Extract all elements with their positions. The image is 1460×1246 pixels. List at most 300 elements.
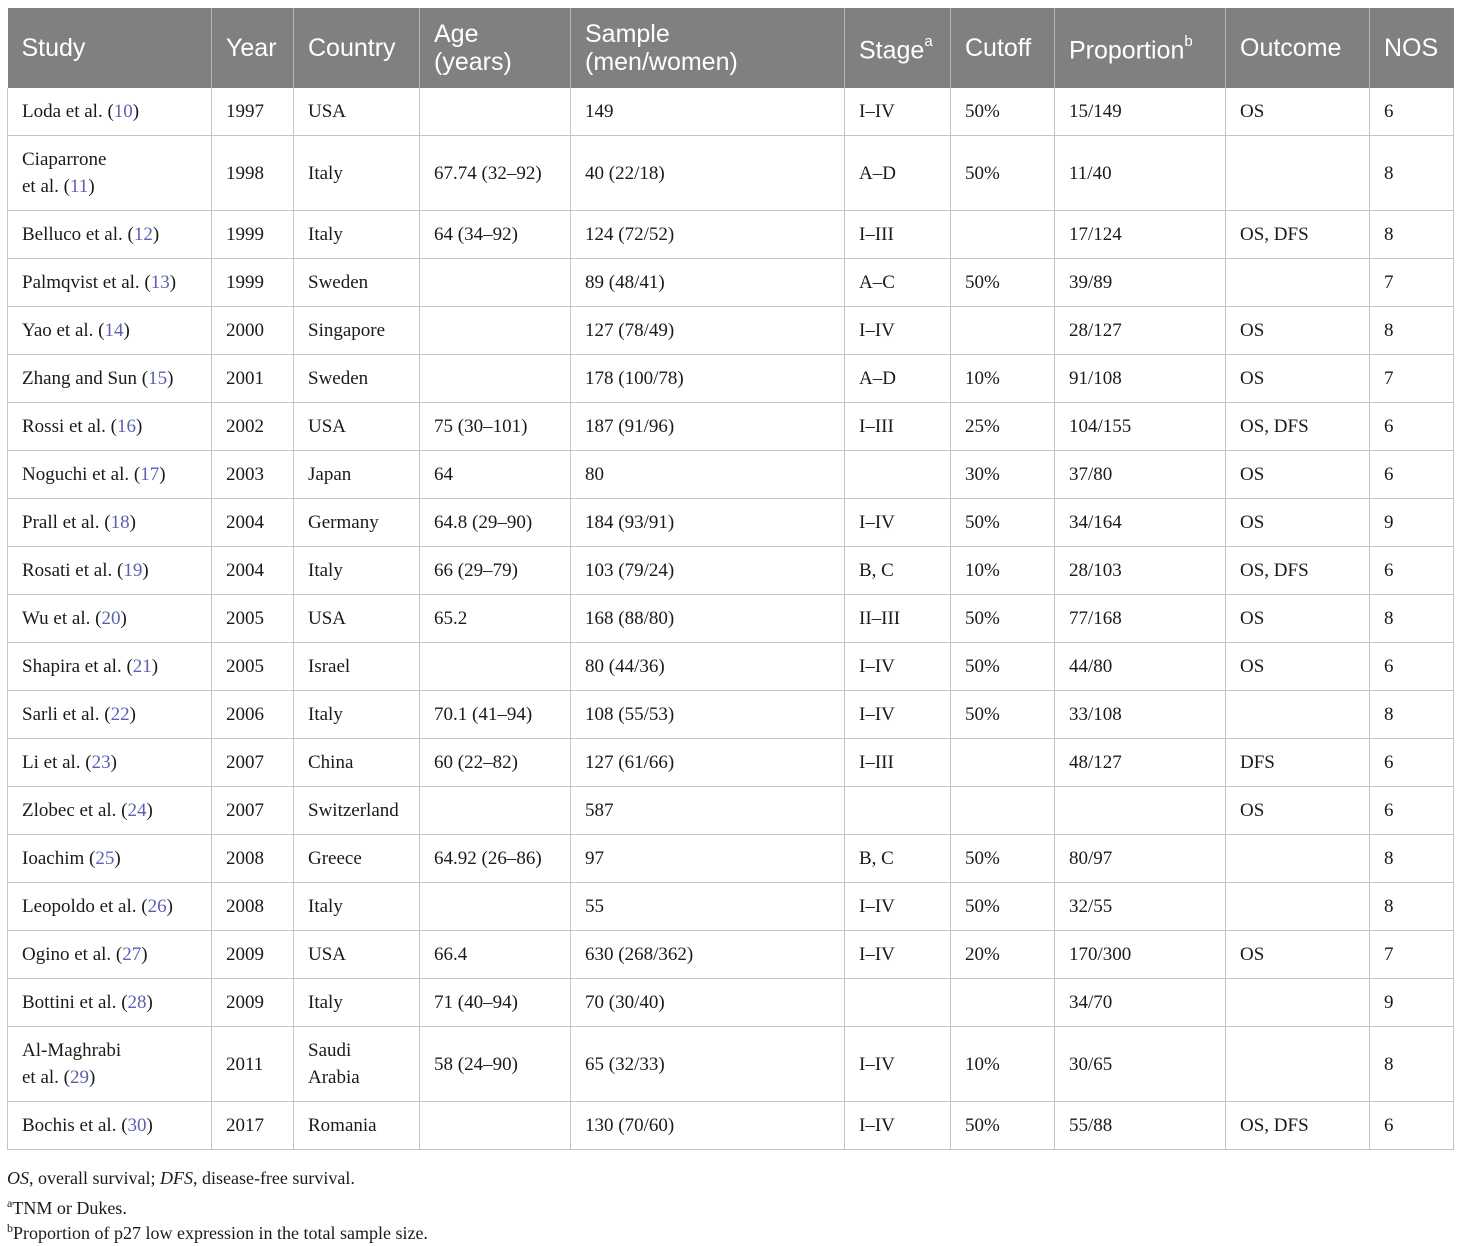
cell-outcome xyxy=(1226,835,1370,883)
cell-proportion: 28/127 xyxy=(1055,307,1226,355)
study-name-line1: Al-Maghrabi xyxy=(22,1040,122,1061)
cell-outcome: OS xyxy=(1226,499,1370,547)
cell-country: USA xyxy=(294,88,420,136)
cell-country: Italy xyxy=(294,691,420,739)
cell-year: 2004 xyxy=(212,547,294,595)
cell-age: 58 (24–90) xyxy=(420,1027,571,1102)
cell-year: 2017 xyxy=(212,1102,294,1150)
reference-number: 25 xyxy=(95,848,115,869)
cell-country: Italy xyxy=(294,136,420,211)
reference-number: 17 xyxy=(140,464,160,485)
cell-year: 2005 xyxy=(212,595,294,643)
cell-country: USA xyxy=(294,403,420,451)
footnote-os-abbr: OS xyxy=(7,1168,29,1188)
cell-cutoff: 25% xyxy=(951,403,1055,451)
study-name-line2: et al. ( xyxy=(22,176,71,197)
cell-study xyxy=(8,931,212,979)
cell-age xyxy=(420,787,571,835)
table-row xyxy=(8,931,1454,979)
table-row xyxy=(8,787,1454,835)
study-name-line1: Ciaparrone xyxy=(22,149,107,170)
cell-cutoff: 50% xyxy=(951,136,1055,211)
cell-age: 70.1 (41–94) xyxy=(420,691,571,739)
cell-year: 2008 xyxy=(212,883,294,931)
reference-close: ) xyxy=(114,848,121,869)
cell-sample: 130 (70/60) xyxy=(571,1102,845,1150)
cell-outcome: OS, DFS xyxy=(1226,547,1370,595)
cell-country: Italy xyxy=(294,883,420,931)
cell-nos: 8 xyxy=(1370,1027,1454,1102)
reference-number: 12 xyxy=(133,224,153,245)
table-row xyxy=(8,547,1454,595)
cell-proportion: 80/97 xyxy=(1055,835,1226,883)
cell-proportion: 37/80 xyxy=(1055,451,1226,499)
table-row xyxy=(8,883,1454,931)
cell-age: 64.8 (29–90) xyxy=(420,499,571,547)
reference-close: ) xyxy=(146,992,153,1013)
cell-stage: I–IV xyxy=(845,1102,951,1150)
cell-year: 2004 xyxy=(212,499,294,547)
table-row xyxy=(8,835,1454,883)
cell-year: 2009 xyxy=(212,931,294,979)
reference-close: ) xyxy=(132,101,140,122)
cell-stage: I–IV xyxy=(845,691,951,739)
cell-age: 67.74 (32–92) xyxy=(420,136,571,211)
study-name: Ioachim ( xyxy=(22,848,96,869)
reference-close: ) xyxy=(88,176,95,197)
cell-nos: 8 xyxy=(1370,595,1454,643)
cell-outcome: OS xyxy=(1226,355,1370,403)
cell-sample: 70 (30/40) xyxy=(571,979,845,1027)
cell-sample: 149 xyxy=(571,88,845,136)
reference-number: 11 xyxy=(70,176,89,197)
reference-close: ) xyxy=(110,752,117,773)
cell-sample: 108 (55/53) xyxy=(571,691,845,739)
cell-nos: 8 xyxy=(1370,883,1454,931)
cell-year: 1999 xyxy=(212,211,294,259)
cell-proportion: 34/164 xyxy=(1055,499,1226,547)
table-row xyxy=(8,451,1454,499)
cell-country: Israel xyxy=(294,643,420,691)
cell-year: 2000 xyxy=(212,307,294,355)
studies-table xyxy=(7,8,1454,1150)
cell-sample: 178 (100/78) xyxy=(571,355,845,403)
study-name-line2: et al. ( xyxy=(22,1067,71,1088)
reference-number: 14 xyxy=(104,320,124,341)
cell-study xyxy=(8,259,212,307)
reference-number: 26 xyxy=(147,896,167,917)
study-name: Bochis et al. ( xyxy=(22,1115,128,1136)
reference-close: ) xyxy=(89,1067,96,1088)
table-row xyxy=(8,979,1454,1027)
cell-age xyxy=(420,643,571,691)
cell-study xyxy=(8,499,212,547)
reference-close: ) xyxy=(120,608,127,629)
reference-number: 30 xyxy=(127,1115,147,1136)
cell-study xyxy=(8,739,212,787)
cell-nos: 8 xyxy=(1370,307,1454,355)
cell-sample: 80 xyxy=(571,451,845,499)
reference-number: 15 xyxy=(148,368,168,389)
table-row xyxy=(8,1102,1454,1150)
cell-proportion: 11/40 xyxy=(1055,136,1226,211)
cell-sample: 89 (48/41) xyxy=(571,259,845,307)
cell-age xyxy=(420,355,571,403)
cell-cutoff: 10% xyxy=(951,1027,1055,1102)
cell-nos: 7 xyxy=(1370,355,1454,403)
footnote-abbreviations xyxy=(7,1166,428,1191)
study-name: Zhang and Sun ( xyxy=(22,368,149,389)
cell-sample: 587 xyxy=(571,787,845,835)
study-name: Rosati et al. ( xyxy=(22,560,124,581)
cell-stage: I–IV xyxy=(845,883,951,931)
header-sample-line1: Sample xyxy=(585,20,670,48)
cell-proportion: 32/55 xyxy=(1055,883,1226,931)
footnote-a-text: TNM or Dukes. xyxy=(12,1198,127,1218)
study-name: Rossi et al. ( xyxy=(22,416,117,437)
cell-cutoff: 50% xyxy=(951,595,1055,643)
cell-stage: I–III xyxy=(845,211,951,259)
table-row xyxy=(8,643,1454,691)
study-name: Prall et al. ( xyxy=(22,512,111,533)
table-row xyxy=(8,1027,1454,1102)
cell-study xyxy=(8,595,212,643)
header-age-line1: Age xyxy=(434,20,479,48)
reference-number: 13 xyxy=(150,272,170,293)
table-footnotes xyxy=(7,1166,428,1241)
reference-number: 29 xyxy=(70,1067,90,1088)
cell-nos: 8 xyxy=(1370,835,1454,883)
cell-country: USA xyxy=(294,931,420,979)
table-header-row xyxy=(8,8,1454,88)
cell-nos: 6 xyxy=(1370,451,1454,499)
cell-cutoff: 50% xyxy=(951,835,1055,883)
cell-nos: 6 xyxy=(1370,787,1454,835)
cell-stage: I–IV xyxy=(845,88,951,136)
cell-year: 2005 xyxy=(212,643,294,691)
cell-stage: A–D xyxy=(845,136,951,211)
reference-number: 28 xyxy=(127,992,147,1013)
reference-close: ) xyxy=(166,896,173,917)
cell-sample: 40 (22/18) xyxy=(571,136,845,211)
header-cutoff: Cutoff xyxy=(951,8,1055,88)
cell-proportion: 15/149 xyxy=(1055,88,1226,136)
footnote-dfs-text: , disease-free survival. xyxy=(192,1168,355,1188)
reference-close: ) xyxy=(141,944,148,965)
cell-age xyxy=(420,259,571,307)
cell-stage: B, C xyxy=(845,547,951,595)
cell-cutoff: 30% xyxy=(951,451,1055,499)
cell-outcome: OS xyxy=(1226,88,1370,136)
cell-sample: 65 (32/33) xyxy=(571,1027,845,1102)
cell-study xyxy=(8,643,212,691)
cell-stage: A–C xyxy=(845,259,951,307)
study-name: Loda et al. ( xyxy=(22,101,114,122)
cell-proportion: 34/70 xyxy=(1055,979,1226,1027)
cell-proportion: 48/127 xyxy=(1055,739,1226,787)
reference-close: ) xyxy=(169,272,177,293)
header-outcome: Outcome xyxy=(1226,8,1370,88)
header-age xyxy=(420,8,571,88)
cell-proportion: 44/80 xyxy=(1055,643,1226,691)
cell-proportion: 33/108 xyxy=(1055,691,1226,739)
reference-close: ) xyxy=(159,464,166,485)
reference-close: ) xyxy=(167,368,174,389)
study-name: Bottini et al. ( xyxy=(22,992,128,1013)
cell-nos: 6 xyxy=(1370,643,1454,691)
cell-cutoff: 50% xyxy=(951,1102,1055,1150)
header-sample-line2: (men/women) xyxy=(585,48,738,76)
cell-proportion: 55/88 xyxy=(1055,1102,1226,1150)
reference-number: 22 xyxy=(110,704,130,725)
table-row xyxy=(8,88,1454,136)
study-name: Noguchi et al. ( xyxy=(22,464,141,485)
cell-outcome: DFS xyxy=(1226,739,1370,787)
cell-year: 2007 xyxy=(212,739,294,787)
table-row xyxy=(8,739,1454,787)
reference-number: 16 xyxy=(117,416,136,437)
cell-year: 2002 xyxy=(212,403,294,451)
footnote-b-mark: b xyxy=(7,1221,13,1235)
header-year: Year xyxy=(212,8,294,88)
header-nos: NOS xyxy=(1370,8,1454,88)
study-name: Leopoldo et al. ( xyxy=(22,896,148,917)
table-row xyxy=(8,691,1454,739)
reference-number: 27 xyxy=(122,944,142,965)
cell-outcome: OS xyxy=(1226,787,1370,835)
header-country: Country xyxy=(294,8,420,88)
table-row xyxy=(8,499,1454,547)
table-body xyxy=(8,88,1454,1150)
cell-age xyxy=(420,1102,571,1150)
cell-age: 64 xyxy=(420,451,571,499)
study-name: Belluco et al. ( xyxy=(22,224,134,245)
table-row xyxy=(8,355,1454,403)
cell-outcome: OS xyxy=(1226,643,1370,691)
footnote-a-mark: a xyxy=(7,1196,13,1210)
cell-proportion: 39/89 xyxy=(1055,259,1226,307)
cell-stage: I–IV xyxy=(845,307,951,355)
cell-sample: 168 (88/80) xyxy=(571,595,845,643)
cell-cutoff: 50% xyxy=(951,499,1055,547)
reference-close: ) xyxy=(129,704,136,725)
cell-cutoff: 50% xyxy=(951,883,1055,931)
cell-proportion xyxy=(1055,787,1226,835)
cell-country: Germany xyxy=(294,499,420,547)
reference-close: ) xyxy=(151,656,159,677)
cell-age: 60 (22–82) xyxy=(420,739,571,787)
cell-outcome: OS xyxy=(1226,451,1370,499)
cell-sample: 55 xyxy=(571,883,845,931)
cell-cutoff: 20% xyxy=(951,931,1055,979)
cell-age: 65.2 xyxy=(420,595,571,643)
cell-stage xyxy=(845,787,951,835)
header-proportion-footnote-mark: b xyxy=(1184,33,1193,51)
reference-number: 23 xyxy=(91,752,111,773)
cell-nos: 6 xyxy=(1370,739,1454,787)
cell-proportion: 104/155 xyxy=(1055,403,1226,451)
reference-close: ) xyxy=(152,224,160,245)
cell-study xyxy=(8,979,212,1027)
cell-country: Switzerland xyxy=(294,787,420,835)
reference-close: ) xyxy=(146,1115,153,1136)
cell-year: 2009 xyxy=(212,979,294,1027)
cell-age: 66 (29–79) xyxy=(420,547,571,595)
cell-proportion: 30/65 xyxy=(1055,1027,1226,1102)
cell-nos: 7 xyxy=(1370,931,1454,979)
cell-outcome: OS xyxy=(1226,307,1370,355)
header-stage-label: Stage xyxy=(859,36,925,65)
reference-close: ) xyxy=(123,320,130,341)
cell-country: China xyxy=(294,739,420,787)
reference-number: 19 xyxy=(123,560,143,581)
cell-stage xyxy=(845,979,951,1027)
table-row xyxy=(8,595,1454,643)
cell-study xyxy=(8,451,212,499)
cell-stage: I–IV xyxy=(845,1027,951,1102)
cell-stage: II–III xyxy=(845,595,951,643)
cell-study xyxy=(8,1027,212,1102)
reference-close: ) xyxy=(146,800,153,821)
cell-outcome: OS, DFS xyxy=(1226,211,1370,259)
study-name: Li et al. ( xyxy=(22,752,92,773)
country-line1: Saudi xyxy=(308,1040,352,1061)
cell-outcome: OS, DFS xyxy=(1226,403,1370,451)
cell-age: 75 (30–101) xyxy=(420,403,571,451)
study-name: Palmqvist et al. ( xyxy=(22,272,151,293)
cell-nos: 8 xyxy=(1370,136,1454,211)
cell-sample: 630 (268/362) xyxy=(571,931,845,979)
header-stage xyxy=(845,8,951,88)
cell-cutoff: 50% xyxy=(951,691,1055,739)
cell-study xyxy=(8,355,212,403)
cell-nos: 6 xyxy=(1370,1102,1454,1150)
footnote-b xyxy=(7,1216,428,1241)
cell-outcome xyxy=(1226,136,1370,211)
cell-study xyxy=(8,787,212,835)
cell-country: Japan xyxy=(294,451,420,499)
reference-close: ) xyxy=(129,512,136,533)
cell-study xyxy=(8,547,212,595)
cell-sample: 184 (93/91) xyxy=(571,499,845,547)
cell-nos: 6 xyxy=(1370,403,1454,451)
cell-study xyxy=(8,307,212,355)
cell-year: 2006 xyxy=(212,691,294,739)
cell-study xyxy=(8,691,212,739)
cell-age: 71 (40–94) xyxy=(420,979,571,1027)
cell-proportion: 91/108 xyxy=(1055,355,1226,403)
cell-outcome xyxy=(1226,979,1370,1027)
table-row xyxy=(8,403,1454,451)
cell-nos: 9 xyxy=(1370,499,1454,547)
cell-cutoff xyxy=(951,787,1055,835)
cell-country: USA xyxy=(294,595,420,643)
cell-country: Italy xyxy=(294,979,420,1027)
cell-nos: 6 xyxy=(1370,547,1454,595)
cell-cutoff: 50% xyxy=(951,259,1055,307)
cell-study xyxy=(8,88,212,136)
cell-cutoff xyxy=(951,307,1055,355)
cell-country xyxy=(294,1027,420,1102)
header-study: Study xyxy=(8,8,212,88)
reference-number: 20 xyxy=(101,608,121,629)
reference-number: 10 xyxy=(113,101,133,122)
cell-sample: 80 (44/36) xyxy=(571,643,845,691)
header-proportion xyxy=(1055,8,1226,88)
cell-outcome: OS xyxy=(1226,595,1370,643)
cell-year: 2003 xyxy=(212,451,294,499)
study-name: Wu et al. ( xyxy=(22,608,102,629)
cell-cutoff: 10% xyxy=(951,355,1055,403)
cell-outcome: OS xyxy=(1226,931,1370,979)
footnote-b-text: Proportion of p27 low expression in the total sample size. xyxy=(13,1223,428,1243)
table-row xyxy=(8,211,1454,259)
cell-study xyxy=(8,1102,212,1150)
cell-year: 2008 xyxy=(212,835,294,883)
cell-year: 1999 xyxy=(212,259,294,307)
cell-outcome xyxy=(1226,883,1370,931)
cell-country: Italy xyxy=(294,211,420,259)
cell-proportion: 17/124 xyxy=(1055,211,1226,259)
cell-sample: 127 (78/49) xyxy=(571,307,845,355)
cell-year: 2007 xyxy=(212,787,294,835)
cell-country: Singapore xyxy=(294,307,420,355)
cell-study xyxy=(8,136,212,211)
cell-country: Sweden xyxy=(294,259,420,307)
study-name: Yao et al. ( xyxy=(22,320,105,341)
cell-stage: A–D xyxy=(845,355,951,403)
cell-cutoff: 50% xyxy=(951,88,1055,136)
cell-age xyxy=(420,883,571,931)
cell-cutoff xyxy=(951,739,1055,787)
cell-cutoff xyxy=(951,979,1055,1027)
cell-sample: 97 xyxy=(571,835,845,883)
cell-nos: 6 xyxy=(1370,88,1454,136)
cell-stage: I–IV xyxy=(845,499,951,547)
cell-proportion: 170/300 xyxy=(1055,931,1226,979)
cell-age xyxy=(420,307,571,355)
footnote-dfs-abbr: DFS xyxy=(159,1168,193,1188)
header-proportion-label: Proportion xyxy=(1069,36,1185,65)
cell-stage: B, C xyxy=(845,835,951,883)
reference-number: 24 xyxy=(127,800,147,821)
table-row xyxy=(8,136,1454,211)
cell-country: Sweden xyxy=(294,355,420,403)
cell-stage: I–III xyxy=(845,739,951,787)
cell-outcome xyxy=(1226,1027,1370,1102)
cell-stage: I–IV xyxy=(845,931,951,979)
cell-nos: 8 xyxy=(1370,691,1454,739)
cell-year: 1997 xyxy=(212,88,294,136)
study-name: Zlobec et al. ( xyxy=(22,800,128,821)
study-name: Sarli et al. ( xyxy=(22,704,111,725)
cell-sample: 187 (91/96) xyxy=(571,403,845,451)
reference-close: ) xyxy=(136,416,143,437)
study-name: Ogino et al. ( xyxy=(22,944,123,965)
cell-study xyxy=(8,211,212,259)
footnote-os-text: , overall survival; xyxy=(29,1168,160,1188)
cell-year: 2011 xyxy=(212,1027,294,1102)
cell-age xyxy=(420,88,571,136)
cell-nos: 9 xyxy=(1370,979,1454,1027)
cell-proportion: 77/168 xyxy=(1055,595,1226,643)
cell-proportion: 28/103 xyxy=(1055,547,1226,595)
footnote-a xyxy=(7,1191,428,1216)
cell-sample: 103 (79/24) xyxy=(571,547,845,595)
cell-age: 64 (34–92) xyxy=(420,211,571,259)
cell-cutoff xyxy=(951,211,1055,259)
cell-sample: 127 (61/66) xyxy=(571,739,845,787)
